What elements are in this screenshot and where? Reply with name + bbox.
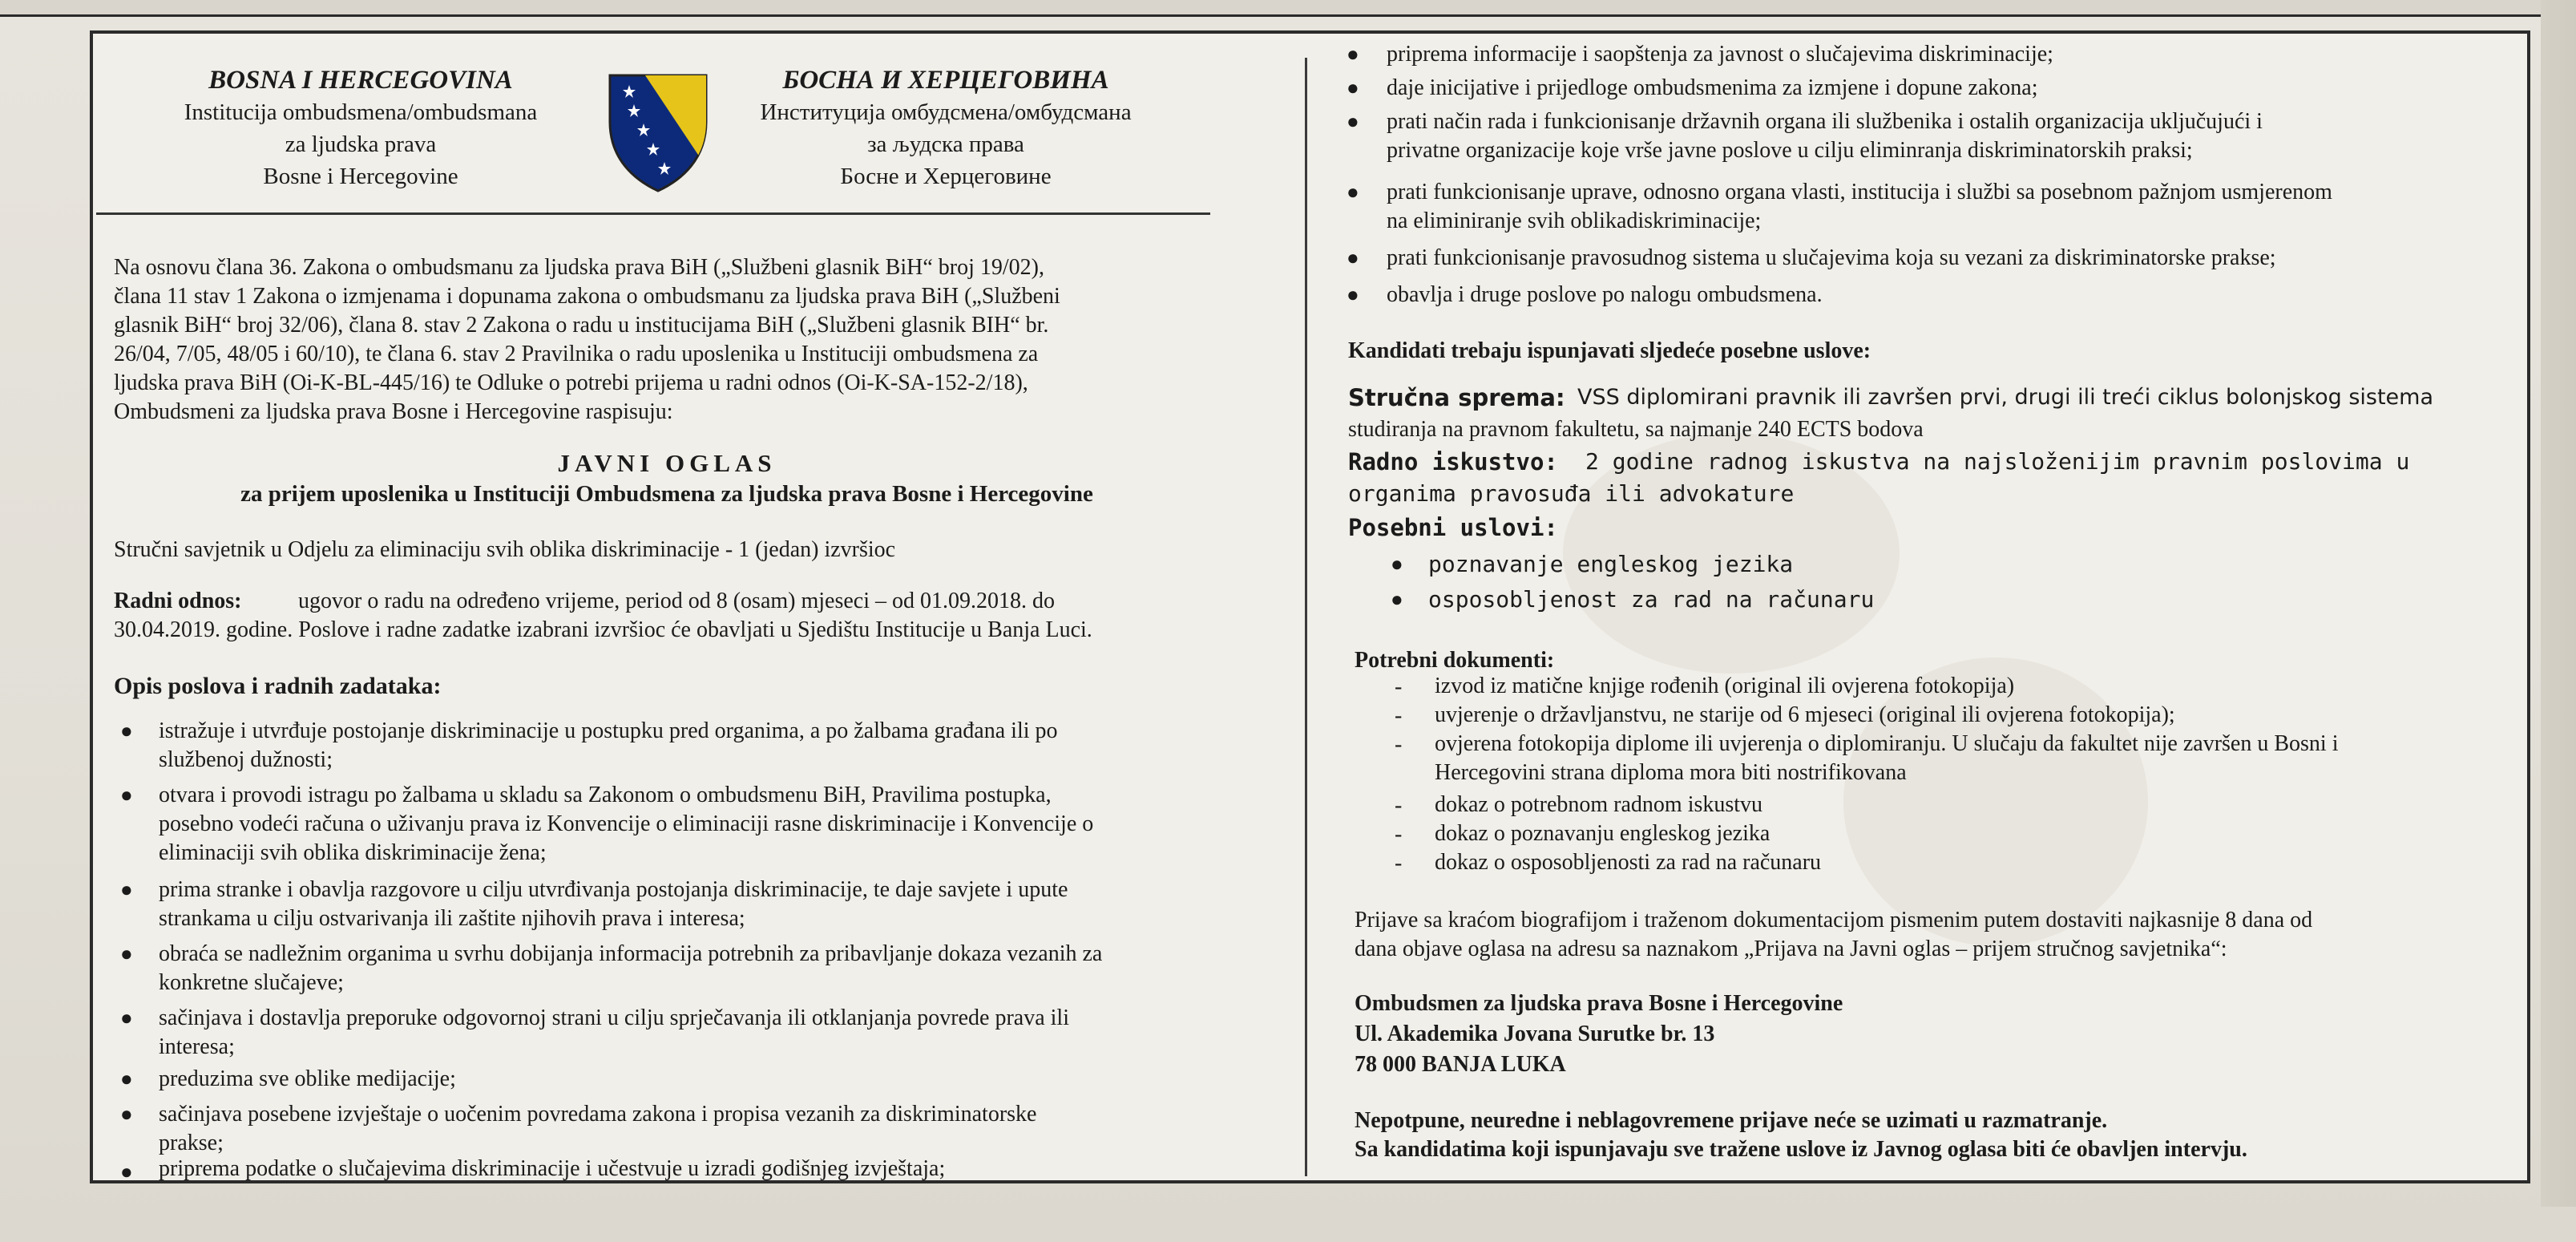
document-line: uvjerenje o državljanstvu, ne starije od 6 mjeseci (original ili ovjerena fotokopija); <box>1435 702 2175 727</box>
bullet-icon: ● <box>120 783 133 807</box>
page-bottom-margin <box>0 1207 2576 1242</box>
intro-line: ljudska prava BiH (Oi-K-BL-445/16) te Odluke o potrebi prijema u radni odnos (Oi-K-SA-152-2/18), <box>114 370 1028 395</box>
bullet-icon: ● <box>120 878 133 901</box>
duty-line: priprema informacije i saopštenja za javnost o slučajevima diskriminacije; <box>1387 42 2053 67</box>
header-country-cyrillic: БОСНА И ХЕРЦЕГОВИНА <box>782 66 1109 95</box>
bullet-icon: ● <box>1391 588 1403 611</box>
duty-line: sačinjava posebene izvještaje o uočenim povredama zakona i propisa vezanih za diskriminatorske <box>159 1102 1037 1127</box>
education-line-1: VSS diplomirani pravnik ili završen prvi, drugi ili treći ciklus bolonjskog sistema <box>1577 385 2434 410</box>
adjacent-column-edge <box>2541 0 2576 1242</box>
bullet-icon: ● <box>1347 76 1359 99</box>
duty-line: obraća se nadležnim organima u svrhu dobijanja informacija potrebnih za pribavljanje dokaza vezanih za <box>159 941 1103 966</box>
bullet-icon: ● <box>1347 180 1359 204</box>
header-institution-latin-2: za ljudska prava <box>285 131 437 157</box>
document-line: ovjerena fotokopija diplome ili uvjerenja o diplomiranju. U slučaju da fakultet nije završen u Bosni i <box>1435 731 2339 756</box>
duties-heading: Opis poslova i radnih zadataka: <box>114 673 442 699</box>
header-institution-cyrillic-2: за људска права <box>867 131 1024 157</box>
duty-line: istražuje i utvrđuje postojanje diskriminacije u postupku pred organima, a po žalbama građana ili po <box>159 718 1058 743</box>
experience-line-2: organima pravosuđa ili advokature <box>1348 480 1795 507</box>
address-name: Ombudsmen za ljudska prava Bosne i Hercegovine <box>1355 991 1843 1016</box>
duty-line: prati funkcionisanje uprave, odnosno organa vlasti, institucija i službi sa posebnom pažnjom usmjerenom <box>1387 180 2332 204</box>
duty-line: otvara i provodi istragu po žalbama u skladu sa Zakonom o ombudsmenu BiH, Pravilima postupka, <box>159 783 1052 807</box>
dash-icon: - <box>1395 674 1403 699</box>
position-title: Stručni savjetnik u Odjelu za eliminaciju svih oblika diskriminacije - 1 (jedan) izvršioc <box>114 537 896 562</box>
duty-line: konkretne slučajeve; <box>159 970 344 995</box>
intro-line: Na osnovu člana 36. Zakona o ombudsmanu za ljudska prava BiH („Službeni glasnik BiH“ broj 19/02), <box>114 255 1044 280</box>
duty-line: prati način rada i funkcionisanje državnih organa ili službenika i ostalih organizacija uključujući i <box>1387 109 2263 134</box>
duty-line: prati funkcionisanje pravosudnog sistema u slučajevima koja su vezani za diskriminatorske prakse; <box>1387 245 2276 270</box>
coat-of-arms-icon <box>605 71 711 195</box>
dash-icon: - <box>1395 732 1403 757</box>
duty-line: sačinjava i dostavlja preporuke odgovornoj strani u cilju sprječavanja ili otklanjanja povrede prava ili <box>159 1005 1069 1030</box>
bullet-icon: ● <box>120 1160 133 1183</box>
dash-icon: - <box>1395 793 1403 818</box>
duty-line: strankama u cilju ostvarivanja ili zaštite njihovih prava i interesa; <box>159 906 745 931</box>
header-institution-latin-1: Institucija ombudsmena/ombudsmana <box>184 99 538 125</box>
column-divider <box>1305 58 1307 1176</box>
document-line: dokaz o osposobljenosti za rad na računaru <box>1435 850 1822 875</box>
document-line: Hercegovini strana diploma mora biti nostrifikovana <box>1435 760 1907 785</box>
header-divider <box>96 212 1210 215</box>
employment-label: Radni odnos: <box>114 589 242 613</box>
duty-line: daje inicijative i prijedloge ombudsmenima za izmjene i dopune zakona; <box>1387 75 2038 100</box>
header-institution-cyrillic-3: Босне и Херцеговине <box>840 164 1052 189</box>
education-label: Stručna sprema: <box>1348 384 1565 411</box>
intro-line: glasnik BiH“ broj 32/06), člana 8. stav 2 Zakona o radu u institucijama BiH („Službeni glasnik BIH“ br. <box>114 313 1049 338</box>
notice-subtitle: za prijem uposlenika u Instituciji Ombudsmena za ljudska prava Bosne i Hercegovine <box>240 481 1093 507</box>
bullet-icon: ● <box>120 942 133 965</box>
dash-icon: - <box>1395 851 1403 876</box>
duty-line: eliminaciji svih oblika diskriminacije žena; <box>159 840 547 865</box>
duty-line: prakse; <box>159 1131 224 1155</box>
header-country-latin: BOSNA I HERCEGOVINA <box>208 66 513 95</box>
documents-heading: Potrebni dokumenti: <box>1355 648 1555 673</box>
bullet-icon: ● <box>120 1102 133 1126</box>
bullet-icon: ● <box>1391 552 1403 576</box>
duty-line: priprema podatke o slučajevima diskriminacije i učestvuje u izradi godišnjeg izvještaja; <box>159 1156 946 1181</box>
employment-line-1: ugovor o radu na određeno vrijeme, period od 8 (osam) mjeseci – od 01.09.2018. do <box>298 589 1056 613</box>
bullet-icon: ● <box>120 719 133 742</box>
duty-line: službenoj dužnosti; <box>159 747 333 772</box>
address-street: Ul. Akademika Jovana Surutke br. 13 <box>1355 1022 1715 1046</box>
footer-note-2: Sa kandidatima koji ispunjavaju sve tražene uslove iz Javnog oglasa biti će obavljen intervju. <box>1355 1137 2247 1162</box>
dash-icon: - <box>1395 822 1403 847</box>
bullet-icon: ● <box>1347 283 1359 306</box>
duty-line: privatne organizacije koje vrše javne poslove u cilju eliminranja diskriminatorskih praksi; <box>1387 138 2193 163</box>
requirements-heading: Kandidati trebaju ispunjavati sljedeće posebne uslove: <box>1348 338 1871 363</box>
special-conditions-label: Posebni uslovi: <box>1348 514 1558 541</box>
duty-line: na eliminiranje svih oblikadiskriminacije; <box>1387 208 1762 233</box>
dash-icon: - <box>1395 703 1403 728</box>
footer-note-1: Nepotpune, neuredne i neblagovremene prijave neće se uzimati u razmatranje. <box>1355 1108 2108 1133</box>
intro-line: člana 11 stav 1 Zakona o izmjenama i dopunama zakona o ombudsmanu za ljudska prava BiH („Službeni <box>114 284 1060 309</box>
duty-line: interesa; <box>159 1034 235 1059</box>
document-line: dokaz o potrebnom radnom iskustvu <box>1435 792 1763 817</box>
document-line: dokaz o poznavanju engleskog jezika <box>1435 821 1770 846</box>
duty-line: preduzima sve oblike medijacije; <box>159 1066 456 1091</box>
duty-line: posebno vodeći računa o uživanju prava iz Konvencije o eliminaciji rasne diskriminacije i Konvencije o <box>159 811 1094 836</box>
employment-line-2: 30.04.2019. godine. Poslove i radne zadatke izabrani izvršioc će obavljati u Sjedištu Institucije u Banja Luci. <box>114 617 1092 642</box>
intro-line: 26/04, 7/05, 48/05 i 60/10), te člana 6. stav 2 Pravilnika o radu uposlenika u Instituciji ombudsmena za <box>114 342 1039 366</box>
intro-line: Ombudsmeni za ljudska prava Bosne i Hercegovine raspisuju: <box>114 399 673 424</box>
bullet-icon: ● <box>1347 42 1359 66</box>
bullet-icon: ● <box>1347 110 1359 133</box>
duty-line: prima stranke i obavlja razgovore u cilju utvrđivanja postojanja diskriminacije, te daje savjete i upute <box>159 877 1068 902</box>
notice-title: JAVNI OGLAS <box>557 449 777 477</box>
bullet-icon: ● <box>120 1006 133 1030</box>
previous-article-edge <box>0 0 2576 17</box>
bullet-icon: ● <box>120 1067 133 1090</box>
experience-label: Radno iskustvo: <box>1348 448 1558 475</box>
education-line-2: studiranja na pravnom fakultetu, sa najmanje 240 ECTS bodova <box>1348 417 1924 442</box>
document-line: izvod iz matične knjige rođenih (original ili ovjerena fotokopija) <box>1435 674 2015 698</box>
bullet-icon: ● <box>1347 246 1359 269</box>
special-condition: osposobljenost za rad na računaru <box>1428 586 1875 613</box>
experience-line-1: 2 godine radnog iskustva na najsloženijim pravnim poslovima u <box>1585 448 2410 475</box>
address-city: 78 000 BANJA LUKA <box>1355 1052 1566 1077</box>
application-line-2: dana objave oglasa na adresu sa naznakom „Prijava na Javni oglas – prijem stručnog savjetnika“: <box>1355 937 2227 961</box>
header-institution-latin-3: Bosne i Hercegovine <box>263 164 458 189</box>
duty-line: obavlja i druge poslove po nalogu ombudsmena. <box>1387 282 1823 307</box>
special-condition: poznavanje engleskog jezika <box>1428 551 1794 577</box>
header-institution-cyrillic-1: Институција омбудсмена/омбудсмана <box>760 99 1132 125</box>
application-line-1: Prijave sa kraćom biografijom i traženom dokumentacijom pismenim putem dostaviti najkasnije 8 dana od <box>1355 908 2313 933</box>
